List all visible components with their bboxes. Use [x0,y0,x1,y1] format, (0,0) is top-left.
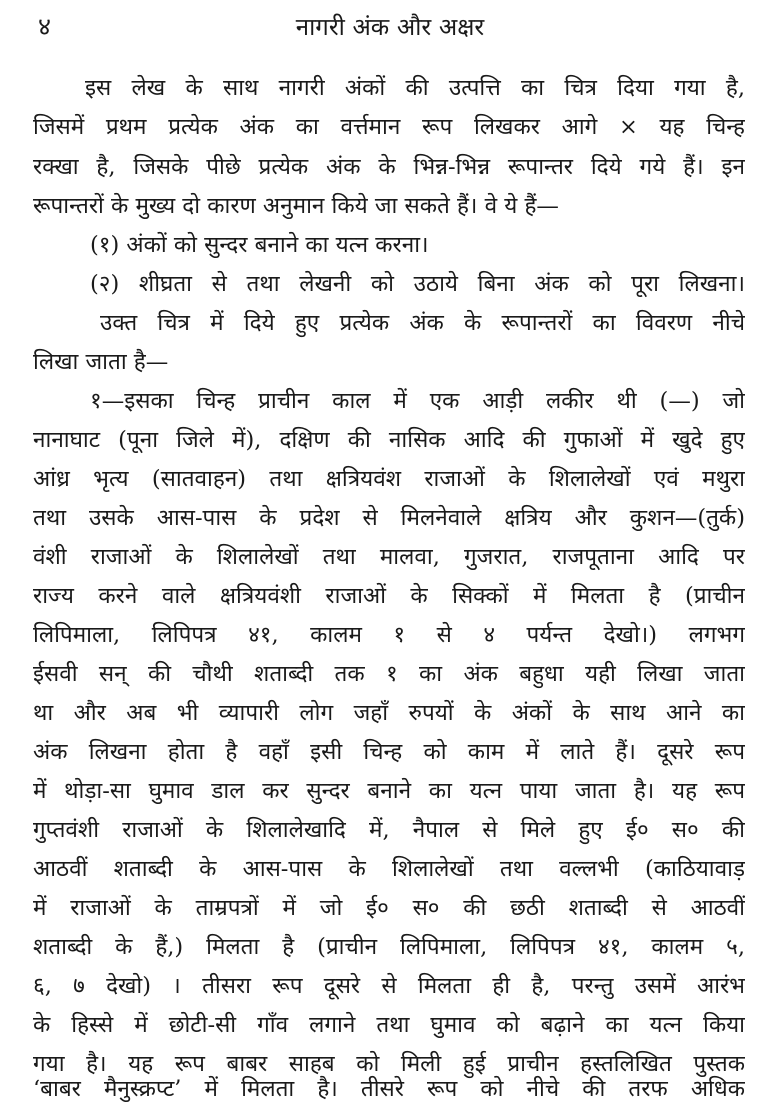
text-line: में थोड़ा-सा घुमाव डाल कर सुन्दर बनाने का यत्न पाया जाता है। यह रूप [33,778,745,804]
text-line: वंशी राजाओं के शिलालेखों तथा मालवा, गुजरात, राजपूताना आदि पर [33,544,745,570]
text-line: में राजाओं के ताम्रपत्रों में जो ई० स० की छठी शताब्दी से आठवीं [33,895,745,921]
text-line: १—इसका चिन्ह प्राचीन काल में एक आड़ी लकीर थी (—) जो [90,388,745,414]
text-line: के हिस्से में छोटी-सी गाँव लगाने तथा घुमाव को बढ़ाने का यत्न किया [33,1012,745,1038]
text-line: आंध्र भृत्य (सातवाहन) तथा क्षत्रियवंश राजाओं के शिलालेखों एवं मथुरा [33,466,745,492]
text-line: राज्य करने वाले क्षत्रियवंशी राजाओं के सिक्कों में मिलता है (प्राचीन [33,583,745,609]
text-line: लिपिमाला, लिपिपत्र ४१, कालम १ से ४ पर्यन्त देखो।) लगभग [33,622,745,648]
text-line: नानाघाट (पूना जिले में), दक्षिण की नासिक आदि की गुफाओं में खुदे हुए [33,427,745,453]
text-line: ‘बाबर मैनुस्क्रप्ट’ में मिलता है। तीसरे रूप को नीचे की तरफ अधिक [33,1076,745,1102]
text-line: लिखा जाता है— [33,349,169,375]
text-line: गया है। यह रूप बाबर साहब को मिली हुई प्राचीन हस्तलिखित पुस्तक [33,1051,745,1077]
text-line: ईसवी सन् की चौथी शताब्दी तक १ का अंक बहुधा यही लिखा जाता [33,661,745,687]
text-line: था और अब भी व्यापारी लोग जहाँ रुपयों के अंकों के साथ आने का [33,700,745,726]
text-line: ६, ७ देखो) । तीसरा रूप दूसरे से मिलता ही है, परन्तु उसमें आरंभ [33,973,745,999]
text-line: उक्त चित्र में दिये हुए प्रत्येक अंक के रूपान्तरों का विवरण नीचे [100,310,745,336]
text-line: तथा उसके आस-पास के प्रदेश से मिलनेवाले क्षत्रिय और कुशन—(तुर्क) [33,505,745,531]
running-title: नागरी अंक और अक्षर [295,13,485,41]
text-line: शताब्दी के हैं,) मिलता है (प्राचीन लिपिमाला, लिपिपत्र ४१, कालम ५, [33,934,745,960]
text-line: रक्खा है, जिसके पीछे प्रत्येक अंक के भिन्न-भिन्न रूपान्तर दिये गये हैं। इन [33,154,745,180]
text-line: रूपान्तरों के मुख्य दो कारण अनुमान किये जा सकते हैं। वे ये हैं— [33,193,559,219]
text-line: जिसमें प्रथम प्रत्येक अंक का वर्त्तमान रूप लिखकर आगे × यह चिन्ह [33,114,745,140]
text-line: गुप्तवंशी राजाओं के शिलालेखादि में, नैपाल से मिले हुए ई० स० की [33,817,745,843]
page-header [30,10,750,46]
text-line: आठवीं शताब्दी के आस-पास के शिलालेखों तथा वल्लभी (काठियावाड़ [33,856,745,882]
page-number: ४ [38,12,52,41]
text-line: अंक लिखना होता है वहाँ इसी चिन्ह को काम में लाते हैं। दूसरे रूप [33,739,745,765]
text-line: इस लेख के साथ नागरी अंकों की उत्पत्ति का चित्र दिया गया है, [85,75,745,101]
list-item: (१) अंकों को सुन्दर बनाने का यत्न करना। [90,232,429,258]
list-item: (२) शीघ्रता से तथा लेखनी को उठाये बिना अंक को पूरा लिखना। [90,271,745,297]
